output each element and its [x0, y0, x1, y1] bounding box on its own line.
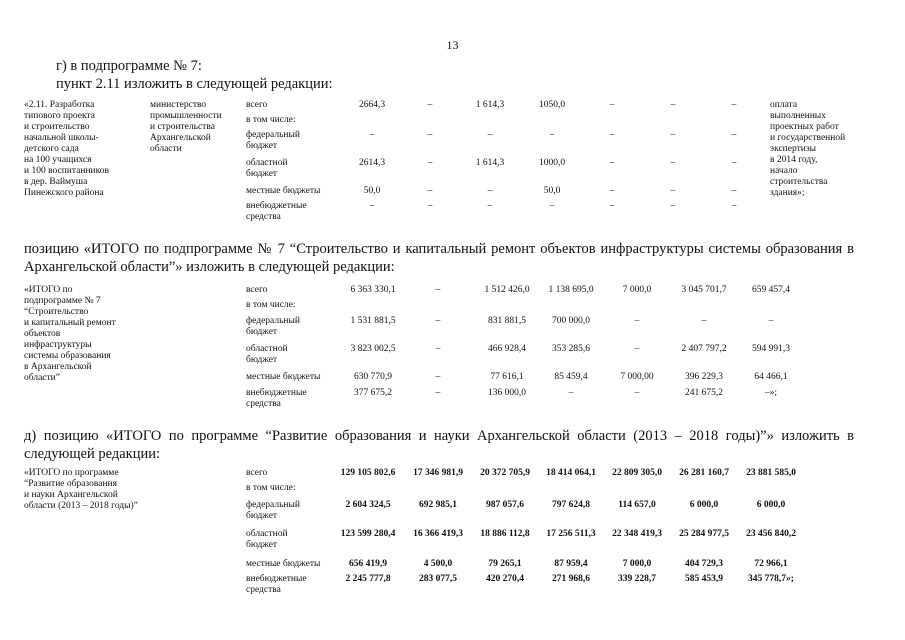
table-cell: 16 366 419,3 [413, 529, 463, 539]
table-cell: 2664,3 [358, 100, 386, 110]
table-cell: – [427, 130, 433, 140]
table-cell: – [731, 201, 737, 211]
row-label: в том числе: [246, 300, 296, 310]
page-number: 13 [446, 38, 459, 52]
table-cell: 1050,0 [538, 100, 566, 110]
table-cell: – [670, 100, 676, 110]
table-cell: 377 675,2 [354, 388, 392, 398]
row-label: федеральный бюджет [246, 500, 300, 521]
table-cell: – [427, 201, 433, 211]
table-cell: 1 512 426,0 [484, 285, 530, 295]
table-cell: 396 229,3 [685, 372, 723, 382]
table-cell: 114 657,0 [618, 500, 656, 510]
row-label: внебюджетные средства [246, 574, 307, 595]
row-label: областной бюджет [246, 529, 288, 550]
table-cell: –»; [764, 388, 778, 398]
table-cell: 2 407 797,2 [681, 344, 727, 354]
table-cell: – [731, 100, 737, 110]
table-cell: – [634, 388, 640, 398]
row-label: областной бюджет [246, 158, 288, 179]
table-cell: 1 531 881,5 [350, 316, 396, 326]
table-cell: 17 256 511,3 [546, 529, 596, 539]
table-cell: 1 614,3 [475, 158, 505, 168]
table-cell: 26 281 160,7 [679, 468, 729, 478]
table-total-subprogram-7 [0, 285, 905, 415]
table-cell: 630 770,9 [354, 372, 392, 382]
subsection-g-heading: г) в подпрограмме № 7: [56, 58, 202, 74]
table-cell: 6 000,0 [756, 500, 786, 510]
table-cell: 7 000,00 [620, 372, 654, 382]
table-cell: – [435, 372, 441, 382]
total-subprogram-7-instruction: позицию «ИТОГО по подпрограмме № 7 “Строительство и капитальный ремонт объектов инфраструктуры системы образования в Архангельской области”» изложить в следующей редакции: [24, 241, 854, 275]
table-cell: – [427, 158, 433, 168]
table-cell: 64 466,1 [754, 372, 788, 382]
table-cell: – [634, 344, 640, 354]
table-cell: – [549, 130, 555, 140]
table-cell: 18 886 112,8 [480, 529, 530, 539]
table-cell: 17 346 981,9 [413, 468, 463, 478]
row-label: внебюджетные средства [246, 388, 307, 409]
table-cell: 656 419,9 [349, 559, 387, 569]
table-cell: – [768, 316, 774, 326]
table-cell: 404 729,3 [685, 559, 723, 569]
table-cell: 72 966,1 [754, 559, 788, 569]
table-cell: 18 414 064,1 [546, 468, 596, 478]
table-cell: 831 881,5 [488, 316, 526, 326]
table-cell: 7 000,0 [622, 285, 652, 295]
table-cell: – [568, 388, 574, 398]
table-cell: 2614,3 [358, 158, 386, 168]
table-cell: 1000,0 [538, 158, 566, 168]
table-cell: 2 245 777,8 [345, 574, 391, 584]
subsection-d-instruction: д) позицию «ИТОГО по программе “Развитие образования и науки Архангельской области (2013 – 2018 годы)”» изложить в следующей редакции: [24, 428, 854, 462]
result-note-cell: оплата выполненных проектных работ и государственной экспертизы в 2014 году, начало строительства здания»; [770, 100, 846, 198]
table-cell: 1 614,3 [475, 100, 505, 110]
table-cell: 3 823 002,5 [350, 344, 396, 354]
table-cell: 3 045 701,7 [681, 285, 727, 295]
table-cell: – [487, 186, 493, 196]
table-cell: – [427, 100, 433, 110]
row-label: местные бюджеты [246, 559, 321, 569]
table-cell: 353 285,6 [552, 344, 590, 354]
row-label: всего [246, 285, 268, 295]
row-label: в том числе: [246, 483, 296, 493]
table-cell: 23 881 585,0 [746, 468, 796, 478]
row-label: всего [246, 100, 268, 110]
table-cell: – [731, 158, 737, 168]
table-cell: 129 105 802,6 [340, 468, 396, 478]
row-label: областной бюджет [246, 344, 288, 365]
total-label-cell: «ИТОГО по подпрограмме № 7 “Строительство и капитальный ремонт объектов инфраструктуры системы образования в Архангельской области” [24, 285, 116, 383]
table-cell: – [369, 130, 375, 140]
table-cell: – [427, 186, 433, 196]
table-cell: 87 959,4 [554, 559, 588, 569]
table-cell: – [609, 100, 615, 110]
table-cell: – [435, 285, 441, 295]
table-cell: 345 778,7»; [748, 574, 794, 584]
table-cell: 659 457,4 [752, 285, 790, 295]
table-cell: 700 000,0 [552, 316, 590, 326]
table-cell: 271 968,6 [552, 574, 590, 584]
table-cell: 283 077,5 [419, 574, 457, 584]
row-label: федеральный бюджет [246, 316, 300, 337]
table-cell: 466 928,4 [488, 344, 526, 354]
table-cell: 1 138 695,0 [548, 285, 594, 295]
table-cell: – [369, 201, 375, 211]
table-cell: – [609, 130, 615, 140]
table-cell: 241 675,2 [685, 388, 723, 398]
table-cell: 50,0 [363, 186, 381, 196]
table-cell: – [731, 130, 737, 140]
row-label: федеральный бюджет [246, 130, 300, 151]
item-2-11-instruction: пункт 2.11 изложить в следующей редакции: [56, 76, 333, 92]
table-cell: 594 991,3 [752, 344, 790, 354]
table-cell: 4 500,0 [423, 559, 453, 569]
activity-name-cell: «2.11. Разработка типового проекта и строительство начальной школы- детского сада на 100 учащихся и 100 воспитанников в дер. Ваймуша Пинежского района [24, 100, 109, 198]
table-cell: 339 228,7 [618, 574, 656, 584]
table-item-2-11 [0, 100, 905, 220]
table-cell: 692 985,1 [419, 500, 457, 510]
table-cell: 2 604 324,5 [345, 500, 391, 510]
table-cell: 7 000,0 [622, 559, 652, 569]
table-cell: 585 453,9 [685, 574, 723, 584]
table-cell: 22 809 305,0 [612, 468, 662, 478]
table-cell: – [731, 186, 737, 196]
table-cell: 77 616,1 [490, 372, 524, 382]
table-total-program [0, 468, 905, 598]
table-cell: – [670, 158, 676, 168]
table-cell: – [609, 158, 615, 168]
table-cell: – [435, 388, 441, 398]
table-cell: – [549, 201, 555, 211]
table-cell: 25 284 977,5 [679, 529, 729, 539]
table-cell: 23 456 840,2 [746, 529, 796, 539]
table-cell: 797 624,8 [552, 500, 590, 510]
table-cell: – [435, 344, 441, 354]
row-label: внебюджетные средства [246, 201, 307, 222]
table-cell: – [634, 316, 640, 326]
table-cell: 79 265,1 [488, 559, 522, 569]
table-cell: 22 348 419,3 [612, 529, 662, 539]
table-cell: 6 363 330,1 [350, 285, 396, 295]
row-label: местные бюджеты [246, 372, 321, 382]
table-cell: 50,0 [543, 186, 561, 196]
executor-cell: министерство промышленности и строительства Архангельской области [150, 100, 222, 154]
table-cell: 20 372 705,9 [480, 468, 530, 478]
table-cell: – [435, 316, 441, 326]
table-cell: – [609, 201, 615, 211]
table-cell: – [609, 186, 615, 196]
table-cell: – [670, 130, 676, 140]
total-program-label-cell: «ИТОГО по программе “Развитие образования и науки Архангельской области (2013 – 2018 годы)” [24, 468, 138, 511]
table-cell: – [487, 201, 493, 211]
table-cell: 85 459,4 [554, 372, 588, 382]
table-cell: – [701, 316, 707, 326]
table-cell: 6 000,0 [689, 500, 719, 510]
table-cell: – [670, 186, 676, 196]
table-cell: 123 599 280,4 [340, 529, 396, 539]
row-label: в том числе: [246, 115, 296, 125]
table-cell: – [487, 130, 493, 140]
row-label: всего [246, 468, 268, 478]
row-label: местные бюджеты [246, 186, 321, 196]
table-cell: 136 000,0 [488, 388, 526, 398]
table-cell: 987 057,6 [486, 500, 524, 510]
table-cell: 420 270,4 [486, 574, 524, 584]
table-cell: – [670, 201, 676, 211]
